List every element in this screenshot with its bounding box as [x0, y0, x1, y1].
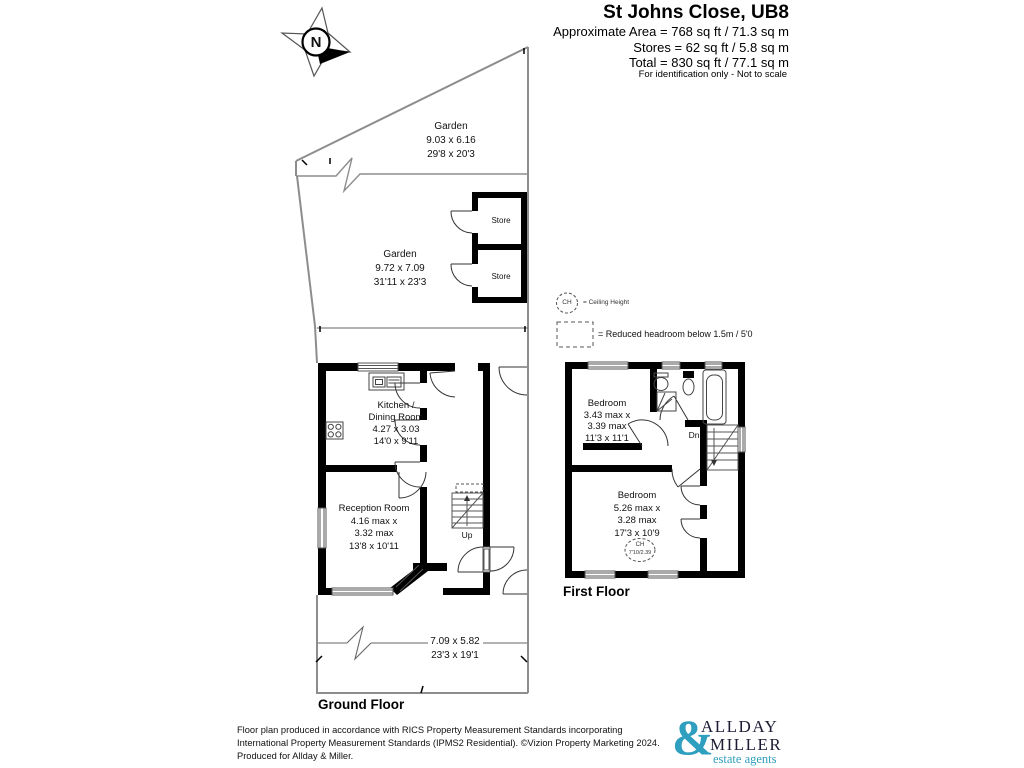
- store-1-label: Store: [491, 216, 511, 225]
- bedroom-front-label: [584, 398, 630, 444]
- room-dims-m: 3.43 max x: [583, 409, 631, 421]
- disclaimer-line: International Property Measurement Standards (IPMS2 Residential). ©Vizion Property Marketing 2024.: [237, 738, 660, 748]
- stairs-up-label: Up: [461, 530, 473, 540]
- bathroom-bathtub: [703, 370, 726, 424]
- stairs-down-label: Dn: [688, 430, 700, 440]
- room-dims-m: 3.28 max: [617, 515, 657, 526]
- disclaimer-line: Produced for Allday & Miller.: [237, 751, 354, 761]
- disclaimer-line: Floor plan produced in accordance with RICS Property Measurement Standards incorporating: [237, 725, 623, 735]
- fence-break-line: [296, 158, 528, 191]
- room-dims-ft: 11'3 x 11'1: [585, 432, 629, 444]
- ground-floor-windows: [318, 363, 490, 595]
- room-dims-m: 3.39 max: [587, 421, 627, 432]
- first-floor-stairs: [707, 425, 738, 470]
- kitchen-dining-label: [369, 400, 424, 448]
- bathroom-shower: [657, 392, 676, 411]
- garden-dims-m: 9.03 x 6.16: [426, 135, 476, 146]
- agency-logo-tagline: estate agents: [713, 752, 777, 766]
- agency-logo-name-line2: MILLER: [710, 735, 783, 754]
- first-floor-title: First Floor: [563, 584, 630, 599]
- store-2-label: Store: [491, 272, 511, 281]
- identification-note: For identification only - Not to scale: [638, 69, 787, 80]
- garden-dims-m: 7.09 x 5.82: [430, 636, 480, 647]
- room-name: Reception Room: [338, 503, 410, 514]
- rear-garden-near-label: [374, 248, 427, 290]
- ground-floor-walls: [318, 363, 490, 595]
- garden-name: Garden: [434, 121, 468, 132]
- ceiling-height-symbol: CH: [635, 542, 645, 548]
- total-area-line: Total = 830 sq ft / 77.1 sq m: [628, 55, 789, 70]
- ceiling-height-value: 7'10/2.39: [628, 550, 652, 556]
- legend-ch-label: = Ceiling Height: [583, 299, 630, 306]
- reception-room-label: [339, 503, 410, 553]
- room-name: Bedroom: [587, 398, 627, 409]
- stores-area-line: Stores = 62 sq ft / 5.8 sq m: [633, 40, 789, 55]
- agency-logo-name-line1: ALLDAY: [701, 717, 779, 736]
- room-name: Dining Room: [368, 412, 424, 423]
- legend-reduced-headroom-label: = Reduced headroom below 1.5m / 5'0: [598, 329, 753, 339]
- room-dims-m: 4.27 x 3.03: [372, 424, 420, 435]
- room-dims-m: 4.16 max x: [350, 515, 398, 527]
- kitchen-sink: [369, 373, 404, 390]
- garden-dims-ft: 29'8 x 20'3: [427, 149, 475, 160]
- ground-floor-stairs: [452, 484, 483, 528]
- property-title: St Johns Close, UB8: [603, 2, 789, 23]
- rear-garden-far-label: [426, 120, 475, 162]
- store-doors: [451, 211, 472, 286]
- store-walls: [472, 192, 527, 303]
- front-garden-label: [430, 635, 479, 663]
- ground-floor-title: Ground Floor: [318, 697, 405, 712]
- room-name: Bedroom: [617, 490, 657, 501]
- bedroom-rear-label: [614, 490, 660, 540]
- garden-name: Garden: [383, 249, 417, 260]
- garden-dims-m: 9.72 x 7.09: [375, 263, 425, 274]
- room-dims-ft: 17'3 x 10'9: [614, 527, 660, 539]
- compass-north-label: N: [310, 34, 322, 51]
- kitchen-hob: [326, 422, 343, 439]
- room-dims-ft: 13'8 x 10'11: [349, 540, 399, 552]
- approximate-area-line: Approximate Area = 768 sq ft / 71.3 sq m: [553, 24, 789, 39]
- bathroom-toilet: [683, 371, 694, 395]
- footer-disclaimer: [237, 724, 660, 763]
- legend-ch-symbol: CH: [562, 299, 572, 306]
- garden-dims-ft: 23'3 x 19'1: [431, 650, 479, 661]
- agency-logo-ampersand: &: [672, 709, 714, 765]
- room-name: Kitchen /: [377, 400, 415, 411]
- room-dims-ft: 14'0 x 9'11: [373, 436, 419, 447]
- room-dims-m: 3.32 max: [354, 528, 394, 539]
- garden-dims-ft: 31'11 x 23'3: [373, 277, 427, 288]
- room-dims-m: 5.26 max x: [613, 502, 661, 514]
